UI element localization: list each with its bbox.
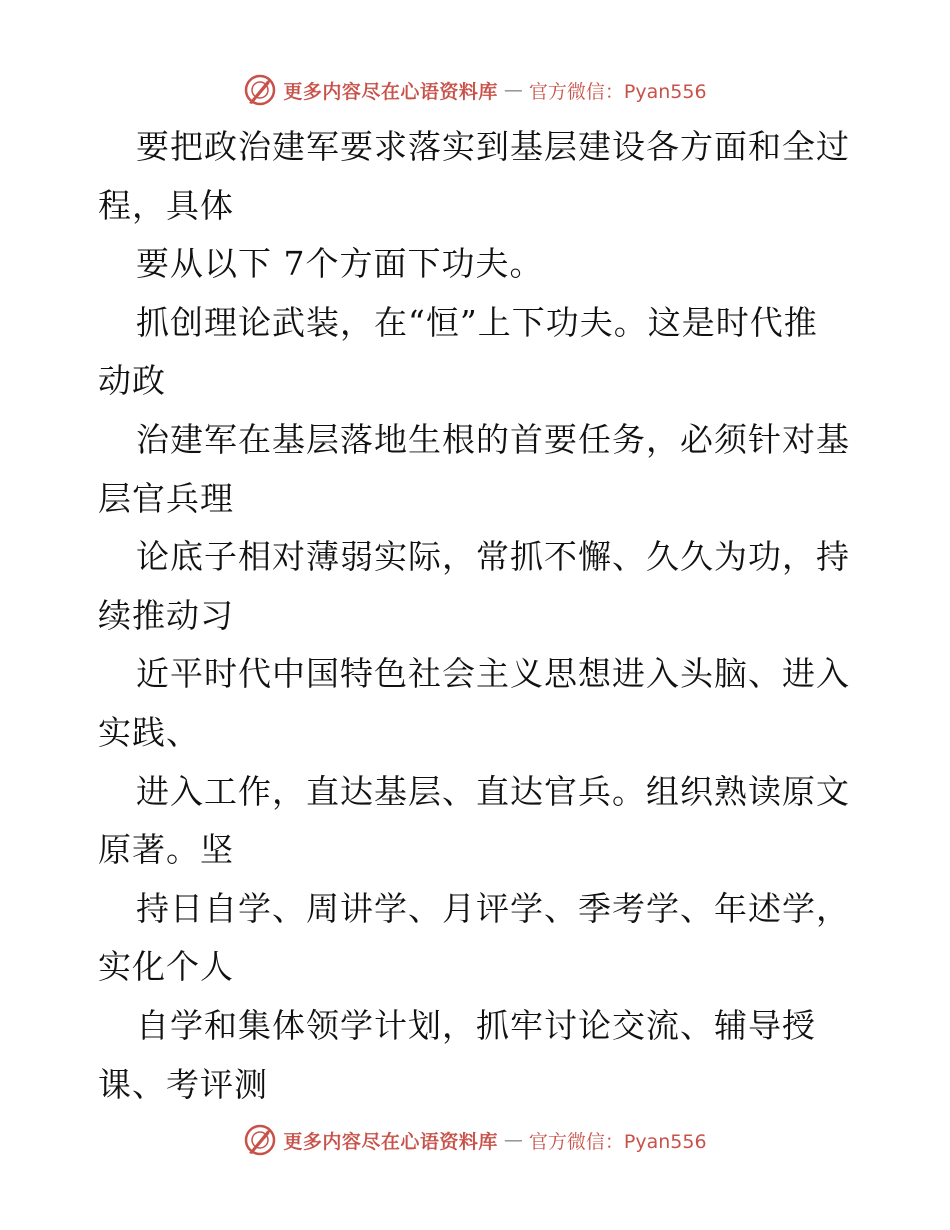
text-line: 抓创理论武装，在“恒”上下功夫。这是时代推	[136, 302, 818, 342]
text-line: 要把政治建军要求落实到基层建设各方面和全过	[136, 127, 850, 166]
watermark-contact: 官方微信：Pyan556	[528, 80, 707, 103]
text-line: 自学和集体领学计划，抓牢讨论交流、辅导授	[136, 1005, 816, 1045]
footer-watermark	[0, 1122, 950, 1158]
watermark-separator: —	[503, 1129, 523, 1151]
quill-logo-icon	[243, 73, 277, 107]
text-line: 持日自学、周讲学、月评学、季考学、年述学，	[136, 888, 850, 928]
text-line: 进入工作，直达基层、直达官兵。组织熟读原文	[136, 771, 850, 811]
text-line: 原著。坚	[98, 830, 234, 870]
text-line: 层官兵理	[98, 478, 234, 518]
watermark-separator: —	[503, 79, 523, 101]
text-line: 动政	[98, 361, 166, 401]
text-line: 实化个人	[98, 947, 234, 987]
text-line: 近平时代中国特色社会主义思想进入头脑、进入	[136, 654, 850, 694]
watermark-title: 更多内容尽在心语资料库	[283, 80, 498, 103]
text-line: 课、考评测	[98, 1064, 268, 1104]
watermark-contact: 官方微信：Pyan556	[528, 1130, 707, 1153]
document-body	[98, 118, 858, 1114]
watermark-title: 更多内容尽在心语资料库	[283, 1130, 498, 1153]
quill-logo-icon	[243, 1123, 277, 1157]
text-line: 实践、	[98, 712, 200, 752]
text-line: 要从以下 7个方面下功夫。	[136, 244, 544, 284]
text-line: 程，具体	[98, 185, 234, 225]
text-line: 续推动习	[98, 595, 234, 635]
header-watermark	[0, 72, 950, 108]
text-line: 治建军在基层落地生根的首要任务，必须针对基	[136, 419, 850, 459]
text-line: 论底子相对薄弱实际，常抓不懈、久久为功，持	[136, 537, 850, 577]
